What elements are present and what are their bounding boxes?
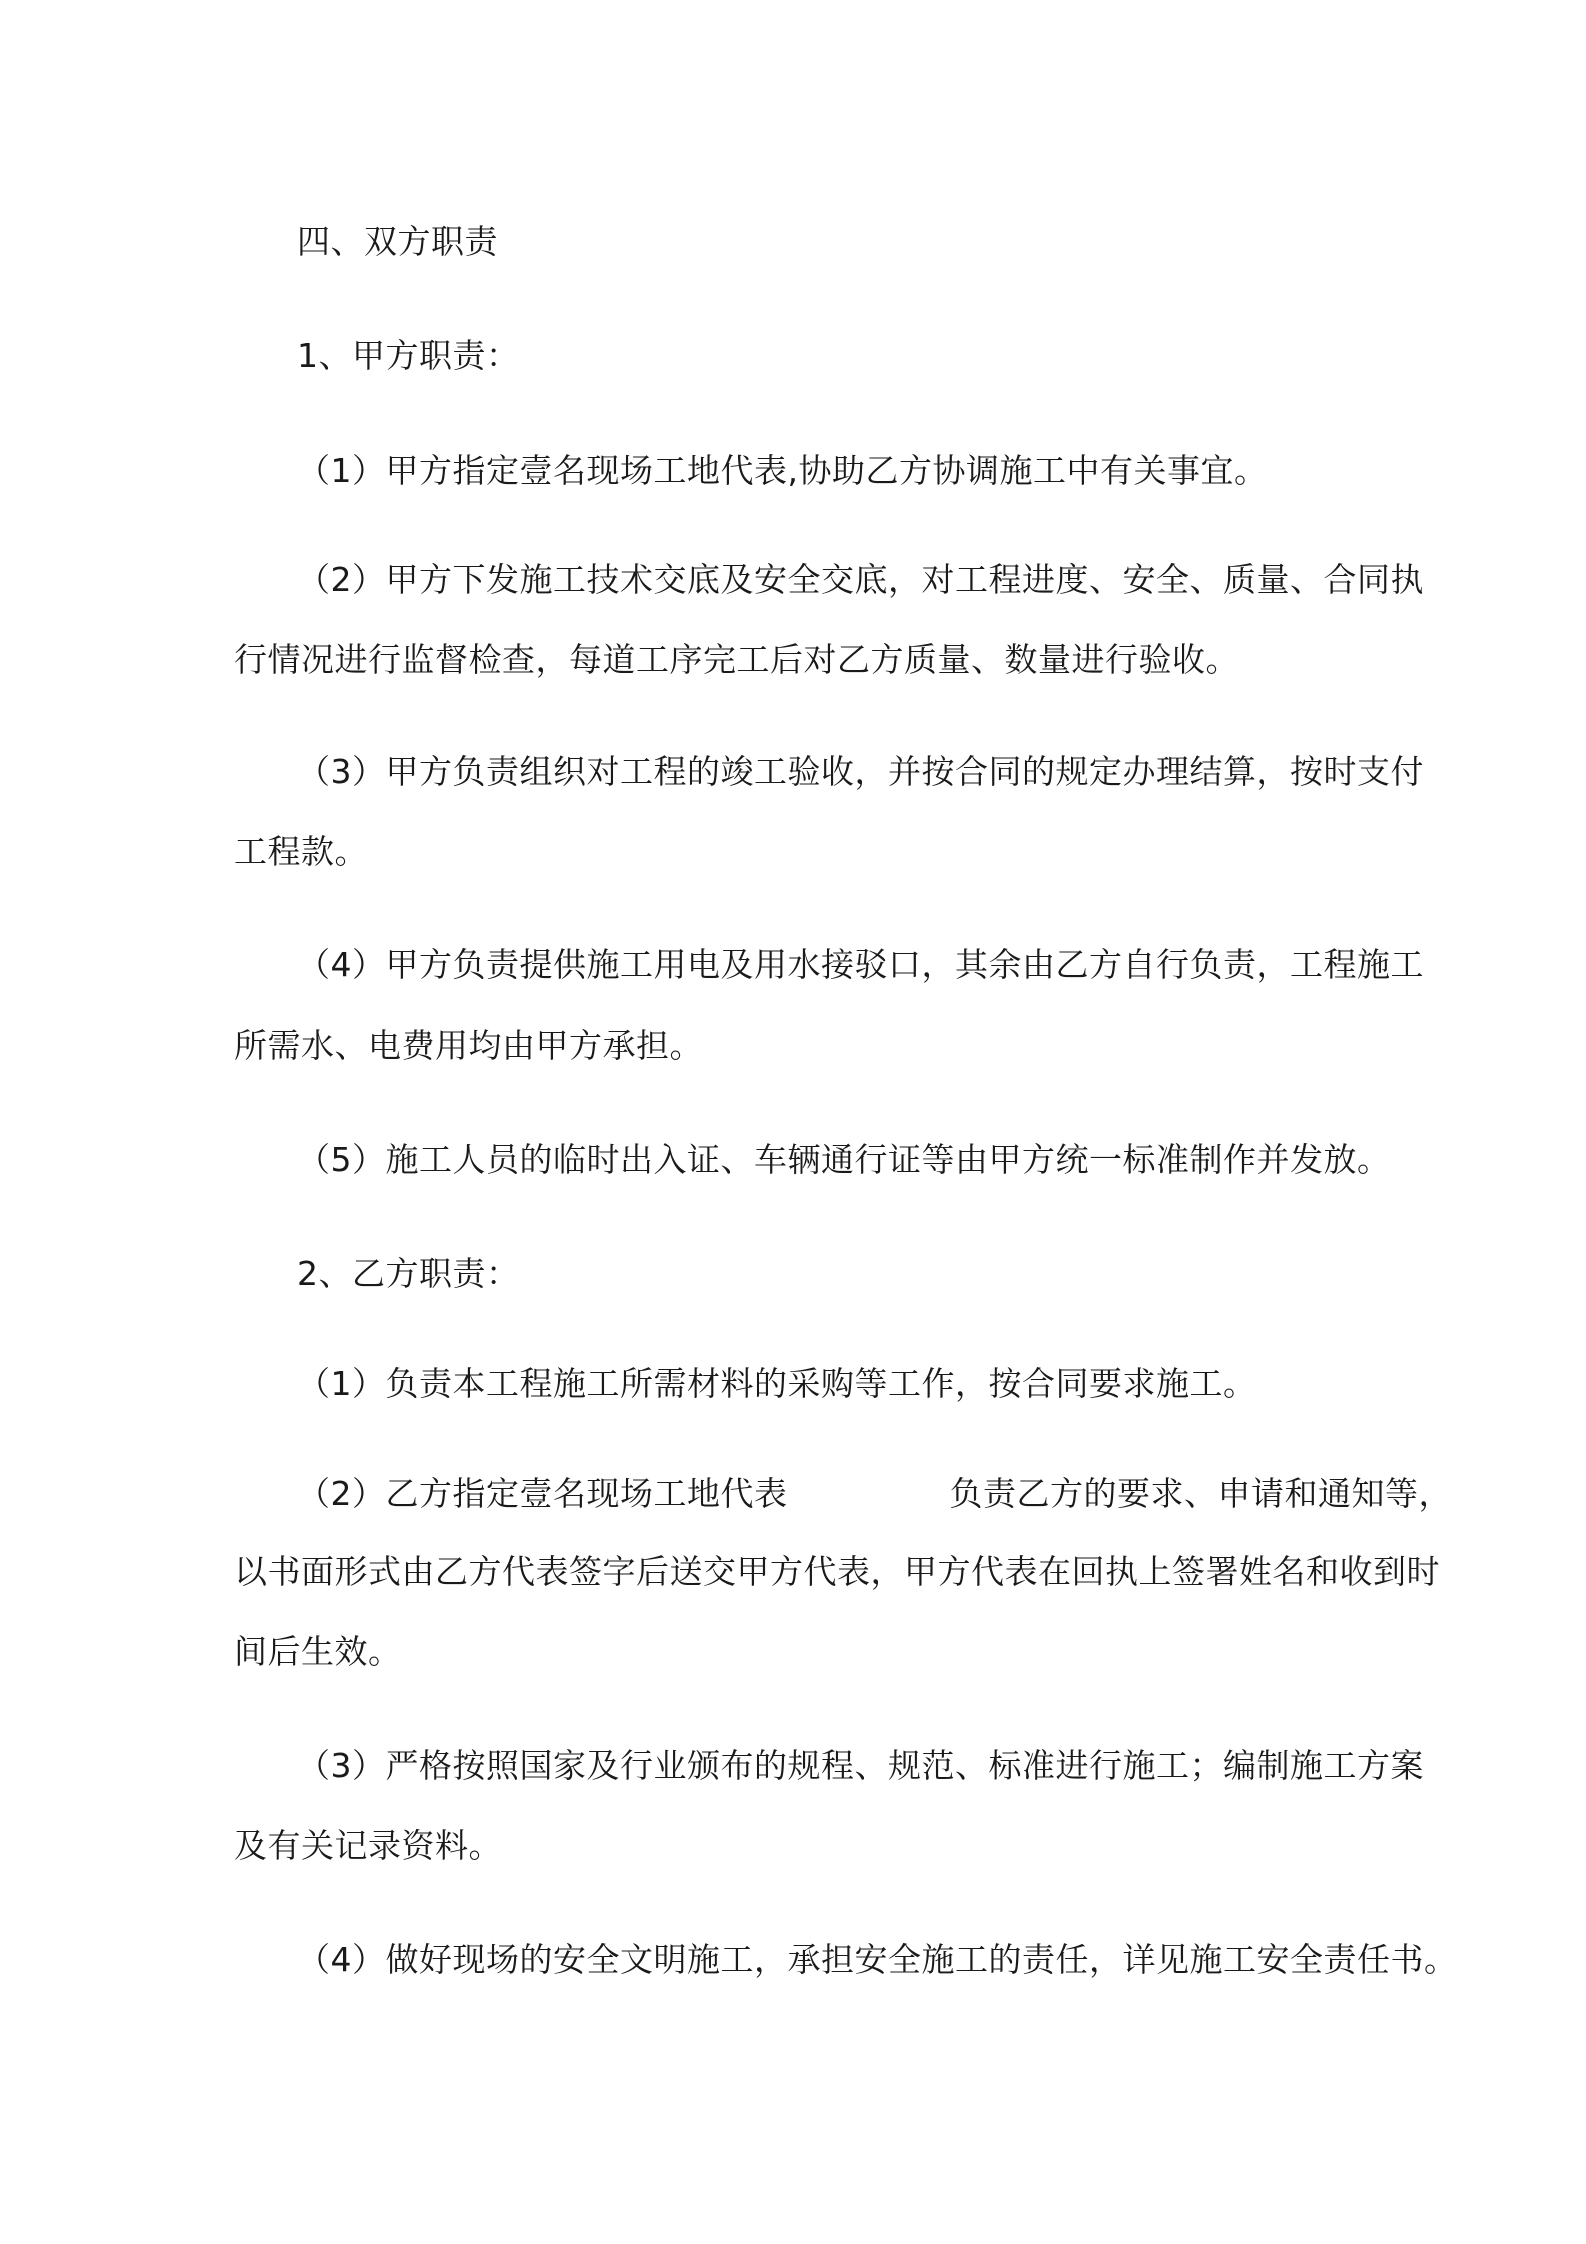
- party-a-item-2-line-1: （2）甲方下发施工技术交底及安全交底，对工程进度、安全、质量、合同执: [297, 560, 1424, 599]
- party-a-item-2-line-2: 行情况进行监督检查，每道工序完工后对乙方质量、数量进行验收。: [234, 640, 1239, 679]
- party-a-item-4-line-2: 所需水、电费用均由甲方承担。: [234, 1026, 703, 1065]
- party-b-item-2-part-a: （2）乙方指定壹名现场工地代表: [297, 1474, 788, 1513]
- party-b-item-2-part-b: 负责乙方的要求、申请和通知等，: [949, 1474, 1452, 1513]
- party-a-item-3-line-2: 工程款。: [234, 832, 368, 871]
- party-b-item-3-line-2: 及有关记录资料。: [234, 1826, 502, 1865]
- party-a-heading: 1、甲方职责：: [297, 336, 520, 375]
- party-a-item-5: （5）施工人员的临时出入证、车辆通行证等由甲方统一标准制作并发放。: [297, 1140, 1391, 1179]
- party-b-item-3-line-1: （3）严格按照国家及行业颁布的规程、规范、标准进行施工；编制施工方案: [297, 1746, 1424, 1785]
- party-b-item-1: （1）负责本工程施工所需材料的采购等工作，按合同要求施工。: [297, 1364, 1257, 1403]
- section-heading: 四、双方职责: [297, 222, 498, 261]
- party-b-item-2-line-2: 以书面形式由乙方代表签字后送交甲方代表，甲方代表在回执上签署姓名和收到时: [234, 1552, 1440, 1591]
- party-b-heading: 2、乙方职责：: [297, 1254, 520, 1293]
- party-a-item-1: （1）甲方指定壹名现场工地代表,协助乙方协调施工中有关事宜。: [297, 451, 1268, 490]
- party-a-item-3-line-1: （3）甲方负责组织对工程的竣工验收，并按合同的规定办理结算，按时支付: [297, 752, 1424, 791]
- party-b-item-4: （4）做好现场的安全文明施工，承担安全施工的责任，详见施工安全责任书。: [297, 1940, 1458, 1979]
- party-b-item-2-line-3: 间后生效。: [234, 1632, 402, 1671]
- party-b-item-2-line-1: [297, 1474, 1452, 1514]
- party-a-item-4-line-1: （4）甲方负责提供施工用电及用水接驳口，其余由乙方自行负责，工程施工: [297, 945, 1424, 984]
